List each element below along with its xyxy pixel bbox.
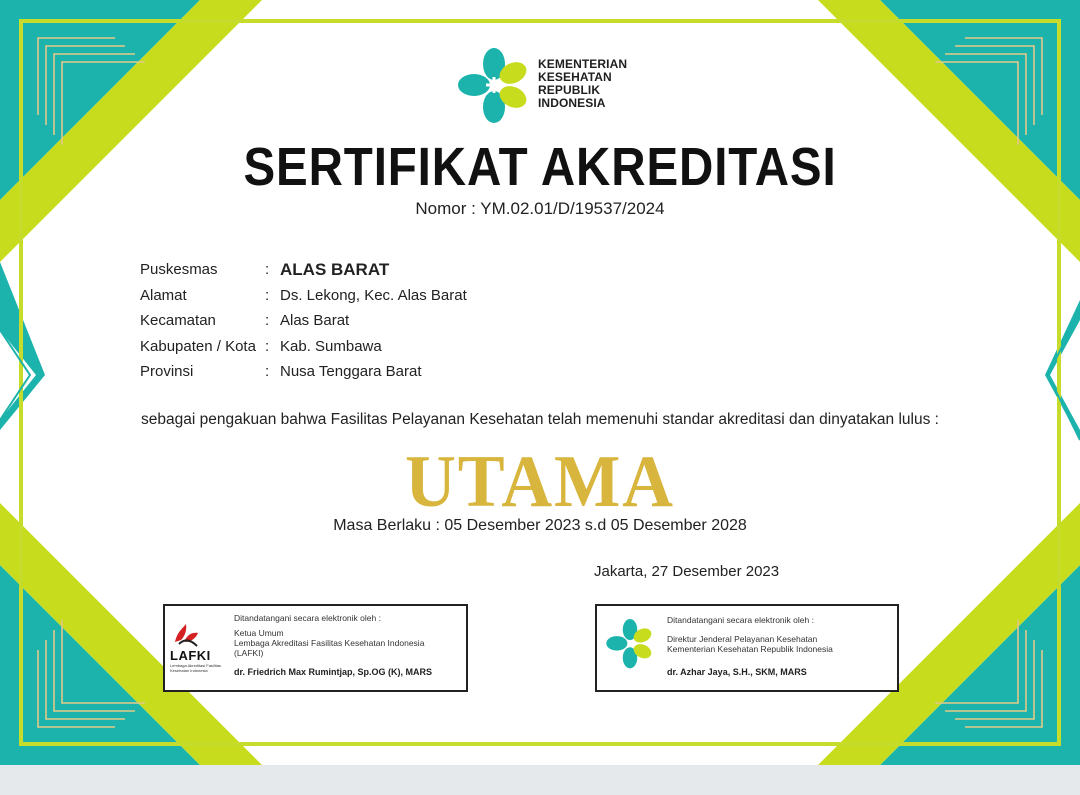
field-row	[140, 257, 467, 283]
field-colon: :	[265, 337, 270, 355]
field-row	[140, 308, 467, 334]
field-label: Puskesmas	[140, 261, 218, 279]
signature-role: Kementerian Kesehatan Republik Indonesia	[667, 644, 833, 654]
field-label: Kecamatan	[140, 312, 216, 330]
accreditation-statement: sebagai pengakuan bahwa Fasilitas Pelayanan Kesehatan telah memenuhi standar akreditasi dan dinyatakan lulus :	[141, 411, 939, 428]
signature-box-lafki	[163, 604, 468, 692]
kemenkes-flower-icon	[605, 618, 655, 670]
field-value: Kab. Sumbawa	[280, 337, 382, 355]
field-label: Provinsi	[140, 363, 194, 381]
kemenkes-flower-icon	[456, 47, 532, 125]
signatory-name: dr. Friedrich Max Rumintjap, Sp.OG (K), MARS	[234, 667, 433, 677]
field-value: ALAS BARAT	[280, 259, 390, 279]
field-row	[140, 283, 467, 309]
field-label: Alamat	[140, 286, 187, 304]
signature-role: Lembaga Akreditasi Fasilitas Kesehatan Indonesia	[234, 638, 425, 648]
field-label: Kabupaten / Kota	[140, 337, 256, 355]
logo-line: REPUBLIK	[538, 83, 601, 97]
facility-details	[140, 257, 467, 385]
field-row	[140, 359, 467, 385]
signature-role: Ketua Umum	[234, 628, 284, 638]
lafki-tagline: Lembaga Akreditasi Fasilitas Kesehatan Indonesia	[170, 663, 221, 673]
signature-box-kemenkes	[595, 604, 899, 692]
place-date: Jakarta, 27 Desember 2023	[594, 563, 780, 580]
logo-text	[538, 58, 627, 110]
field-value: Ds. Lekong, Kec. Alas Barat	[280, 286, 467, 304]
field-value: Nusa Tenggara Barat	[280, 363, 422, 381]
accreditation-grade: UTAMA	[405, 441, 675, 523]
certificate-number: Nomor : YM.02.01/D/19537/2024	[415, 199, 665, 218]
field-value: Alas Barat	[280, 312, 350, 330]
logo-line: KEMENTERIAN	[538, 57, 628, 71]
lafki-wordmark: LAFKI	[170, 648, 211, 663]
field-colon: :	[265, 261, 270, 279]
field-row	[140, 334, 467, 360]
field-colon: :	[265, 286, 270, 304]
signature-role: Direktur Jenderal Pelayanan Kesehatan	[667, 634, 818, 644]
field-colon: :	[265, 312, 270, 330]
certificate-title: SERTIFIKAT AKREDITASI	[243, 137, 837, 197]
field-colon: :	[265, 363, 270, 381]
signature-header: Ditandatangani secara elektronik oleh :	[667, 615, 814, 625]
signatory-name: dr. Azhar Jaya, S.H., SKM, MARS	[667, 667, 807, 677]
logo-line: INDONESIA	[538, 96, 606, 110]
logo-line: KESEHATAN	[538, 70, 612, 84]
signature-header: Ditandatangani secara elektronik oleh :	[234, 613, 381, 623]
validity-period: Masa Berlaku : 05 Desember 2023 s.d 05 Desember 2028	[333, 517, 747, 534]
signature-role: (LAFKI)	[234, 648, 264, 658]
lafki-logo-icon	[171, 622, 201, 648]
